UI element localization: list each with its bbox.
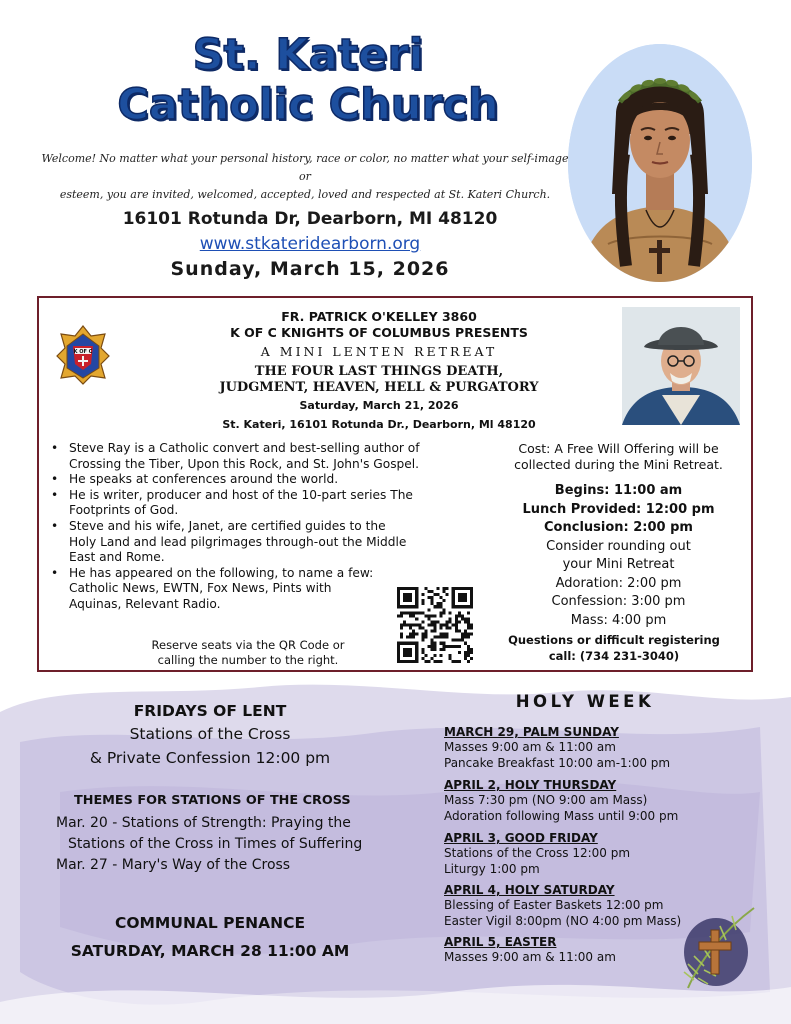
- website-link[interactable]: www.stkateridearborn.org: [199, 234, 421, 254]
- day-heading: APRIL 5, EASTER: [444, 935, 557, 949]
- phone-number[interactable]: call: (734 231-3040): [548, 649, 680, 663]
- lent-stations-line: Stations of the Cross: [129, 725, 291, 743]
- welcome-message: [40, 150, 570, 204]
- themes-heading: THEMES FOR STATIONS OF THE CROSS: [74, 793, 351, 808]
- welcome-line-1: Welcome! No matter what your personal history, race or color, no matter what your self-image or: [41, 152, 569, 183]
- holy-week-day: MARCH 29, PALM SUNDAY Masses 9:00 am & 11:00 am Pancake Breakfast 10:00 am-1:00 pm: [444, 725, 744, 771]
- saint-kateri-portrait: [568, 44, 752, 282]
- retreat-theme-line-2: JUDGMENT, HEAVEN, HELL & PURGATORY: [219, 380, 539, 395]
- speaker-photo: [622, 307, 740, 425]
- day-heading: APRIL 4, HOLY SATURDAY: [444, 883, 615, 897]
- fridays-of-lent-heading: FRIDAYS OF LENT: [133, 702, 287, 720]
- title-line-2: Catholic Church: [117, 80, 499, 130]
- begins-time: Begins: 11:00 am: [554, 483, 683, 498]
- bio-bullet: • Steve and his wife, Janet, are certified guides to the Holy Land and lead pilgrimages through-out the Middle East and Rome.: [51, 519, 481, 566]
- retreat-title: A MINI LENTEN RETREAT: [260, 344, 498, 359]
- lent-confession-line: & Private Confession 12:00 pm: [89, 749, 331, 767]
- communal-penance-date: SATURDAY, MARCH 28 11:00 AM: [70, 942, 350, 960]
- knights-of-columbus-emblem: [55, 324, 111, 386]
- bio-bullet: • He is writer, producer and host of the 10-part series The Footprints of God.: [51, 488, 481, 519]
- bio-bullet: • He has appeared on the following, to name a few: Catholic News, EWTN, Fox News, Pints with Aquinas, Relevant Radio.: [51, 566, 481, 613]
- communal-penance-heading: COMMUNAL PENANCE: [114, 914, 306, 932]
- theme-mar-20-line-2: Stations of the Cross in Times of Suffering: [68, 836, 363, 852]
- bio-bullet: • Steve Ray is a Catholic convert and best-selling author of Crossing the Tiber, Upon this Rock, and St. John's Gospel.: [51, 441, 481, 472]
- holy-week-title: HOLY WEEK: [515, 692, 655, 711]
- confession-time: Confession: 3:00 pm: [551, 594, 686, 609]
- holy-week-day: APRIL 4, HOLY SATURDAY Blessing of Easter Baskets 12:00 pm Easter Vigil 8:00pm (NO 4:00 pm Mass): [444, 883, 744, 929]
- retreat-cost: Cost: A Free Will Offering will be collected during the Mini Retreat.: [514, 441, 723, 472]
- consider-line-1: Consider rounding out: [546, 538, 691, 554]
- holy-week-day: APRIL 3, GOOD FRIDAY Stations of the Cross 12:00 pm Liturgy 1:00 pm: [444, 831, 744, 877]
- retreat-date: Saturday, March 21, 2026: [299, 399, 459, 412]
- retreat-theme: [139, 364, 619, 396]
- lunch-time: Lunch Provided: 12:00 pm: [522, 501, 715, 517]
- adoration-time: Adoration: 2:00 pm: [555, 575, 682, 591]
- holy-week-day: APRIL 5, EASTER Masses 9:00 am & 11:00 am: [444, 935, 744, 966]
- day-heading: APRIL 3, GOOD FRIDAY: [444, 831, 598, 845]
- retreat-theme-line-1: THE FOUR LAST THINGS DEATH,: [254, 364, 504, 379]
- registration-qr-code[interactable]: [397, 587, 473, 663]
- retreat-presenter-line: K OF C KNIGHTS OF COLUMBUS PRESENTS: [230, 325, 528, 340]
- lenten-retreat-box: [37, 296, 753, 672]
- church-title: [108, 30, 508, 130]
- bio-bullet: • He speaks at conferences around the world.: [51, 472, 481, 488]
- theme-mar-27: Mar. 27 - Mary's Way of the Cross: [56, 857, 291, 873]
- mass-time: Mass: 4:00 pm: [570, 612, 667, 628]
- holy-week-day: APRIL 2, HOLY THURSDAY Mass 7:30 pm (NO 9:00 am Mass) Adoration following Mass until 9:00 pm: [444, 778, 744, 824]
- emblem-text: K OF C: [73, 349, 93, 355]
- retreat-schedule: [491, 482, 746, 630]
- retreat-location: St. Kateri, 16101 Rotunda Dr., Dearborn, Ml 48120: [222, 418, 536, 431]
- consider-line-2: your Mini Retreat: [562, 557, 675, 572]
- retreat-host-line: FR. PATRICK O'KELLEY 3860: [281, 309, 477, 324]
- theme-mar-20-line-1: Mar. 20 - Stations of Strength: Praying the: [56, 815, 351, 831]
- reserve-note: Reserve seats via the QR Code or calling the number to the right.: [151, 638, 345, 667]
- palm-cross-icon: [680, 900, 760, 992]
- day-heading: APRIL 2, HOLY THURSDAY: [444, 778, 617, 792]
- conclusion-time: Conclusion: 2:00 pm: [544, 520, 693, 535]
- church-address: 16101 Rotunda Dr, Dearborn, MI 48120: [122, 209, 498, 229]
- welcome-line-2: esteem, you are invited, welcomed, accepted, loved and respected at St. Kateri Church.: [59, 188, 551, 201]
- bulletin-date: Sunday, March 15, 2026: [170, 258, 450, 280]
- questions-contact: Questions or difficult registering call: (734 231-3040): [479, 632, 749, 664]
- day-heading: MARCH 29, PALM SUNDAY: [444, 725, 619, 739]
- title-line-1: St. Kateri: [192, 30, 424, 80]
